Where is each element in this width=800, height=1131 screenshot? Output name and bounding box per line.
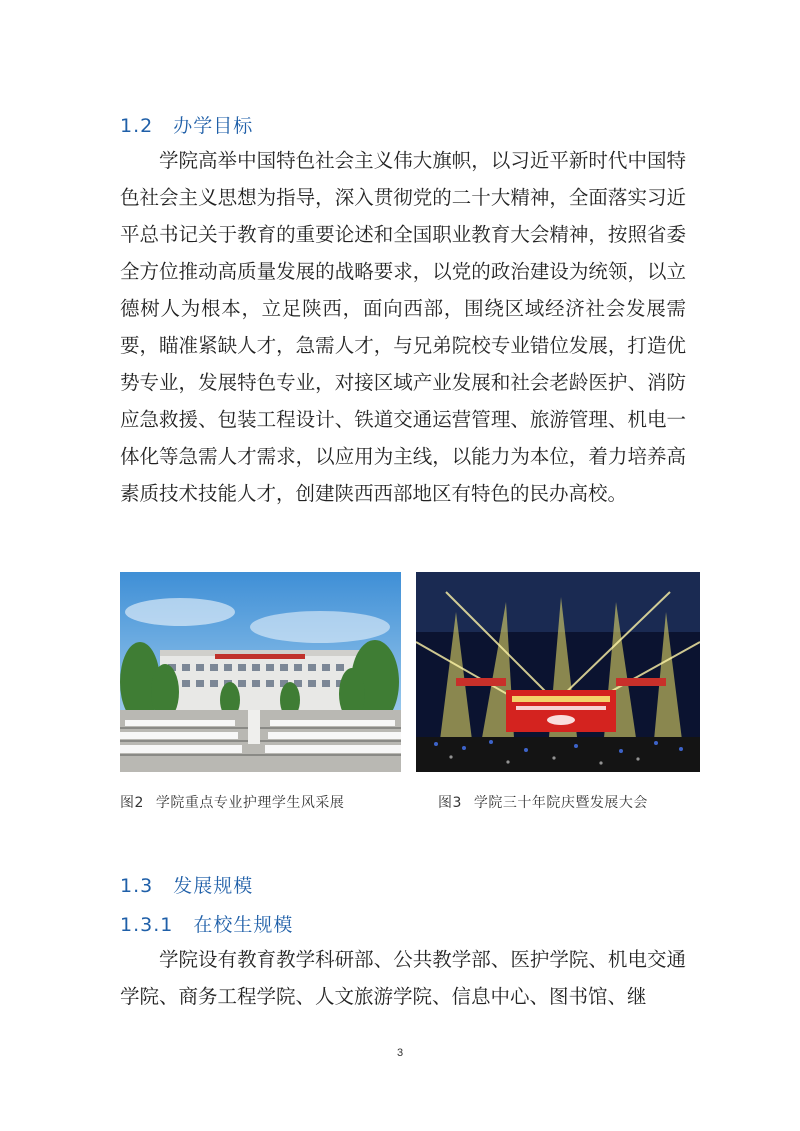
subsection-title: 在校生规模 <box>193 914 294 936</box>
subsection-number: 1.3.1 <box>120 914 174 936</box>
figure-2-label: 图2 <box>120 795 144 811</box>
section-heading-1-2 <box>120 111 253 138</box>
figure-3-label: 图3 <box>438 795 462 811</box>
anniversary-conference-photo <box>416 572 700 772</box>
section-number: 1.3 <box>120 875 154 897</box>
section-title: 办学目标 <box>173 115 254 137</box>
body-paragraph-goals: 学院高举中国特色社会主义伟大旗帜，以习近平新时代中国特色社会主义思想为指导，深入贯彻党的二十大精神，全面落实习近平总书记关于教育的重要论述和全国职业教育大会精神，按照省委全方位推动高质量发展的战略要求，以党的政治建设为统领，以立德树人为根本，立足陕西，面向西部，围绕区域经济社会发展需要，瞄准紧缺人才，急需人才，与兄弟院校专业错位发展，打造优势专业，发展特色专业，对接区域产业发展和社会老龄医护、消防应急救援、包装工程设计、铁道交通运营管理、旅游管理、机电一体化等急需人才需求，以应用为主线，以能力为本位，着力培养高素质技术技能人才，创建陕西西部地区有特色的民办高校。 <box>120 149 686 505</box>
nursing-students-photo <box>120 572 401 772</box>
figure-3-text: 学院三十年院庆暨发展大会 <box>473 795 648 811</box>
anniversary-conference-image <box>416 572 700 772</box>
section-heading-1-3-1 <box>120 910 293 937</box>
section-number: 1.2 <box>120 115 154 137</box>
body-paragraph-enrollment: 学院设有教育教学科研部、公共教学部、医护学院、机电交通学院、商务工程学院、人文旅游学院、信息中心、图书馆、继 <box>120 948 686 1008</box>
figure-2-text: 学院重点专业护理学生风采展 <box>155 795 345 811</box>
section-heading-1-3 <box>120 871 253 898</box>
figure-2-caption <box>120 792 344 812</box>
page-number: 3 <box>396 1047 404 1059</box>
figure-3-caption <box>438 792 648 812</box>
section-title: 发展规模 <box>173 875 254 897</box>
nursing-students-image <box>120 572 401 772</box>
